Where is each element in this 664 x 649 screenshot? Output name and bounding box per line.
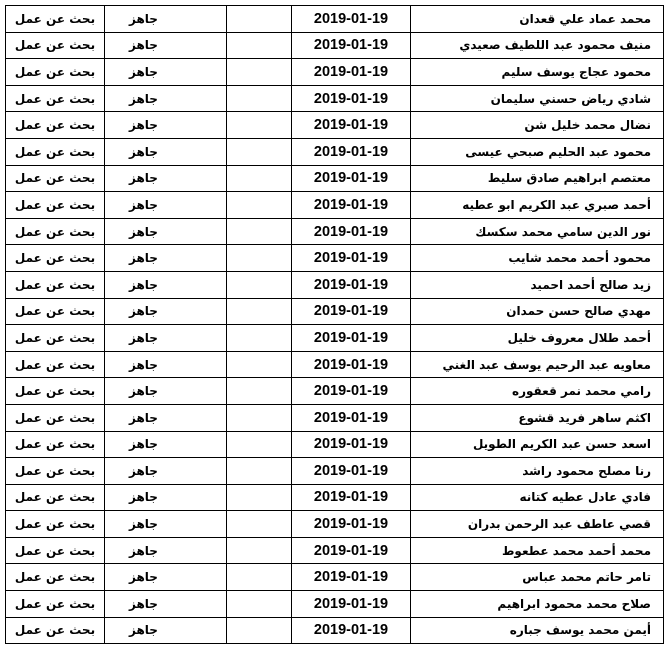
date-cell: 2019-01-19	[292, 617, 411, 644]
date-cell: 2019-01-19	[292, 85, 411, 112]
empty-cell	[227, 298, 292, 325]
table-row	[6, 165, 664, 192]
name-cell: قصي عاطف عبد الرحمن بدران	[411, 511, 664, 538]
name-cell: محمد أحمد محمد عطعوط	[411, 537, 664, 564]
name-cell: اكثم ساهر فريد قشوع	[411, 404, 664, 431]
status-cell: جاهز	[105, 245, 227, 272]
name-cell: صلاح محمد محمود ابراهيم	[411, 591, 664, 618]
date-cell: 2019-01-19	[292, 112, 411, 139]
status-cell: جاهز	[105, 218, 227, 245]
name-cell: معتصم ابراهيم صادق سليط	[411, 165, 664, 192]
table-row	[6, 192, 664, 219]
table-row	[6, 537, 664, 564]
note-cell: بحث عن عمل	[6, 245, 105, 272]
date-cell: 2019-01-19	[292, 351, 411, 378]
status-cell: جاهز	[105, 192, 227, 219]
name-cell: فادي عادل عطيه كتانه	[411, 484, 664, 511]
date-cell: 2019-01-19	[292, 537, 411, 564]
date-cell: 2019-01-19	[292, 564, 411, 591]
table-row	[6, 404, 664, 431]
empty-cell	[227, 245, 292, 272]
date-cell: 2019-01-19	[292, 165, 411, 192]
note-cell: بحث عن عمل	[6, 404, 105, 431]
name-cell: زيد صالح أحمد احميد	[411, 271, 664, 298]
note-cell: بحث عن عمل	[6, 617, 105, 644]
table-row	[6, 591, 664, 618]
name-cell: محمود عجاج يوسف سليم	[411, 59, 664, 86]
status-cell: جاهز	[105, 165, 227, 192]
name-cell: منيف محمود عبد اللطيف صعيدي	[411, 32, 664, 59]
table-row	[6, 298, 664, 325]
table-row	[6, 351, 664, 378]
status-cell: جاهز	[105, 85, 227, 112]
date-cell: 2019-01-19	[292, 271, 411, 298]
empty-cell	[227, 458, 292, 485]
status-cell: جاهز	[105, 6, 227, 33]
table-row	[6, 431, 664, 458]
name-cell: مهدي صالح حسن حمدان	[411, 298, 664, 325]
note-cell: بحث عن عمل	[6, 271, 105, 298]
empty-cell	[227, 564, 292, 591]
table-row	[6, 564, 664, 591]
empty-cell	[227, 85, 292, 112]
date-cell: 2019-01-19	[292, 245, 411, 272]
date-cell: 2019-01-19	[292, 325, 411, 352]
status-cell: جاهز	[105, 404, 227, 431]
empty-cell	[227, 32, 292, 59]
status-cell: جاهز	[105, 325, 227, 352]
name-cell: رنا مصلح محمود راشد	[411, 458, 664, 485]
empty-cell	[227, 431, 292, 458]
table-row	[6, 112, 664, 139]
name-cell: رامي محمد نمر قعقوره	[411, 378, 664, 405]
note-cell: بحث عن عمل	[6, 112, 105, 139]
date-cell: 2019-01-19	[292, 138, 411, 165]
empty-cell	[227, 6, 292, 33]
status-cell: جاهز	[105, 378, 227, 405]
note-cell: بحث عن عمل	[6, 458, 105, 485]
table-row	[6, 617, 664, 644]
empty-cell	[227, 484, 292, 511]
empty-cell	[227, 138, 292, 165]
note-cell: بحث عن عمل	[6, 431, 105, 458]
table-row	[6, 325, 664, 352]
table-row	[6, 378, 664, 405]
table-row	[6, 218, 664, 245]
table-row	[6, 85, 664, 112]
date-cell: 2019-01-19	[292, 298, 411, 325]
note-cell: بحث عن عمل	[6, 59, 105, 86]
table-row	[6, 138, 664, 165]
name-cell: نضال محمد خليل شن	[411, 112, 664, 139]
roster-body	[6, 6, 664, 644]
note-cell: بحث عن عمل	[6, 298, 105, 325]
note-cell: بحث عن عمل	[6, 165, 105, 192]
empty-cell	[227, 617, 292, 644]
date-cell: 2019-01-19	[292, 192, 411, 219]
empty-cell	[227, 59, 292, 86]
status-cell: جاهز	[105, 591, 227, 618]
name-cell: محمد عماد علي قعدان	[411, 6, 664, 33]
note-cell: بحث عن عمل	[6, 218, 105, 245]
empty-cell	[227, 192, 292, 219]
table-row	[6, 245, 664, 272]
date-cell: 2019-01-19	[292, 218, 411, 245]
note-cell: بحث عن عمل	[6, 591, 105, 618]
note-cell: بحث عن عمل	[6, 325, 105, 352]
table-row	[6, 271, 664, 298]
name-cell: معاويه عبد الرحيم يوسف عبد الغني	[411, 351, 664, 378]
note-cell: بحث عن عمل	[6, 32, 105, 59]
table-row	[6, 32, 664, 59]
date-cell: 2019-01-19	[292, 59, 411, 86]
name-cell: أيمن محمد يوسف جباره	[411, 617, 664, 644]
date-cell: 2019-01-19	[292, 32, 411, 59]
name-cell: تامر حاتم محمد عباس	[411, 564, 664, 591]
note-cell: بحث عن عمل	[6, 564, 105, 591]
status-cell: جاهز	[105, 138, 227, 165]
name-cell: اسعد حسن عبد الكريم الطويل	[411, 431, 664, 458]
table-row	[6, 6, 664, 33]
date-cell: 2019-01-19	[292, 378, 411, 405]
status-cell: جاهز	[105, 32, 227, 59]
status-cell: جاهز	[105, 271, 227, 298]
date-cell: 2019-01-19	[292, 431, 411, 458]
document-page	[5, 5, 651, 646]
status-cell: جاهز	[105, 59, 227, 86]
empty-cell	[227, 165, 292, 192]
note-cell: بحث عن عمل	[6, 6, 105, 33]
status-cell: جاهز	[105, 431, 227, 458]
status-cell: جاهز	[105, 511, 227, 538]
empty-cell	[227, 404, 292, 431]
empty-cell	[227, 271, 292, 298]
status-cell: جاهز	[105, 484, 227, 511]
name-cell: شادي رياض حسني سليمان	[411, 85, 664, 112]
note-cell: بحث عن عمل	[6, 85, 105, 112]
status-cell: جاهز	[105, 617, 227, 644]
date-cell: 2019-01-19	[292, 458, 411, 485]
empty-cell	[227, 112, 292, 139]
date-cell: 2019-01-19	[292, 591, 411, 618]
name-cell: محمود عبد الحليم صبحي عيسى	[411, 138, 664, 165]
note-cell: بحث عن عمل	[6, 484, 105, 511]
table-row	[6, 511, 664, 538]
name-cell: أحمد صبري عبد الكريم ابو عطيه	[411, 192, 664, 219]
note-cell: بحث عن عمل	[6, 192, 105, 219]
status-cell: جاهز	[105, 564, 227, 591]
status-cell: جاهز	[105, 298, 227, 325]
table-row	[6, 458, 664, 485]
note-cell: بحث عن عمل	[6, 351, 105, 378]
name-cell: محمود أحمد محمد شايب	[411, 245, 664, 272]
date-cell: 2019-01-19	[292, 6, 411, 33]
date-cell: 2019-01-19	[292, 404, 411, 431]
roster-table	[5, 5, 664, 644]
note-cell: بحث عن عمل	[6, 511, 105, 538]
table-row	[6, 59, 664, 86]
empty-cell	[227, 591, 292, 618]
empty-cell	[227, 511, 292, 538]
empty-cell	[227, 325, 292, 352]
date-cell: 2019-01-19	[292, 484, 411, 511]
empty-cell	[227, 218, 292, 245]
status-cell: جاهز	[105, 537, 227, 564]
empty-cell	[227, 378, 292, 405]
status-cell: جاهز	[105, 112, 227, 139]
date-cell: 2019-01-19	[292, 511, 411, 538]
table-row	[6, 484, 664, 511]
note-cell: بحث عن عمل	[6, 537, 105, 564]
note-cell: بحث عن عمل	[6, 378, 105, 405]
status-cell: جاهز	[105, 458, 227, 485]
empty-cell	[227, 351, 292, 378]
note-cell: بحث عن عمل	[6, 138, 105, 165]
name-cell: أحمد طلال معروف خليل	[411, 325, 664, 352]
name-cell: نور الدين سامي محمد سكسك	[411, 218, 664, 245]
empty-cell	[227, 537, 292, 564]
status-cell: جاهز	[105, 351, 227, 378]
